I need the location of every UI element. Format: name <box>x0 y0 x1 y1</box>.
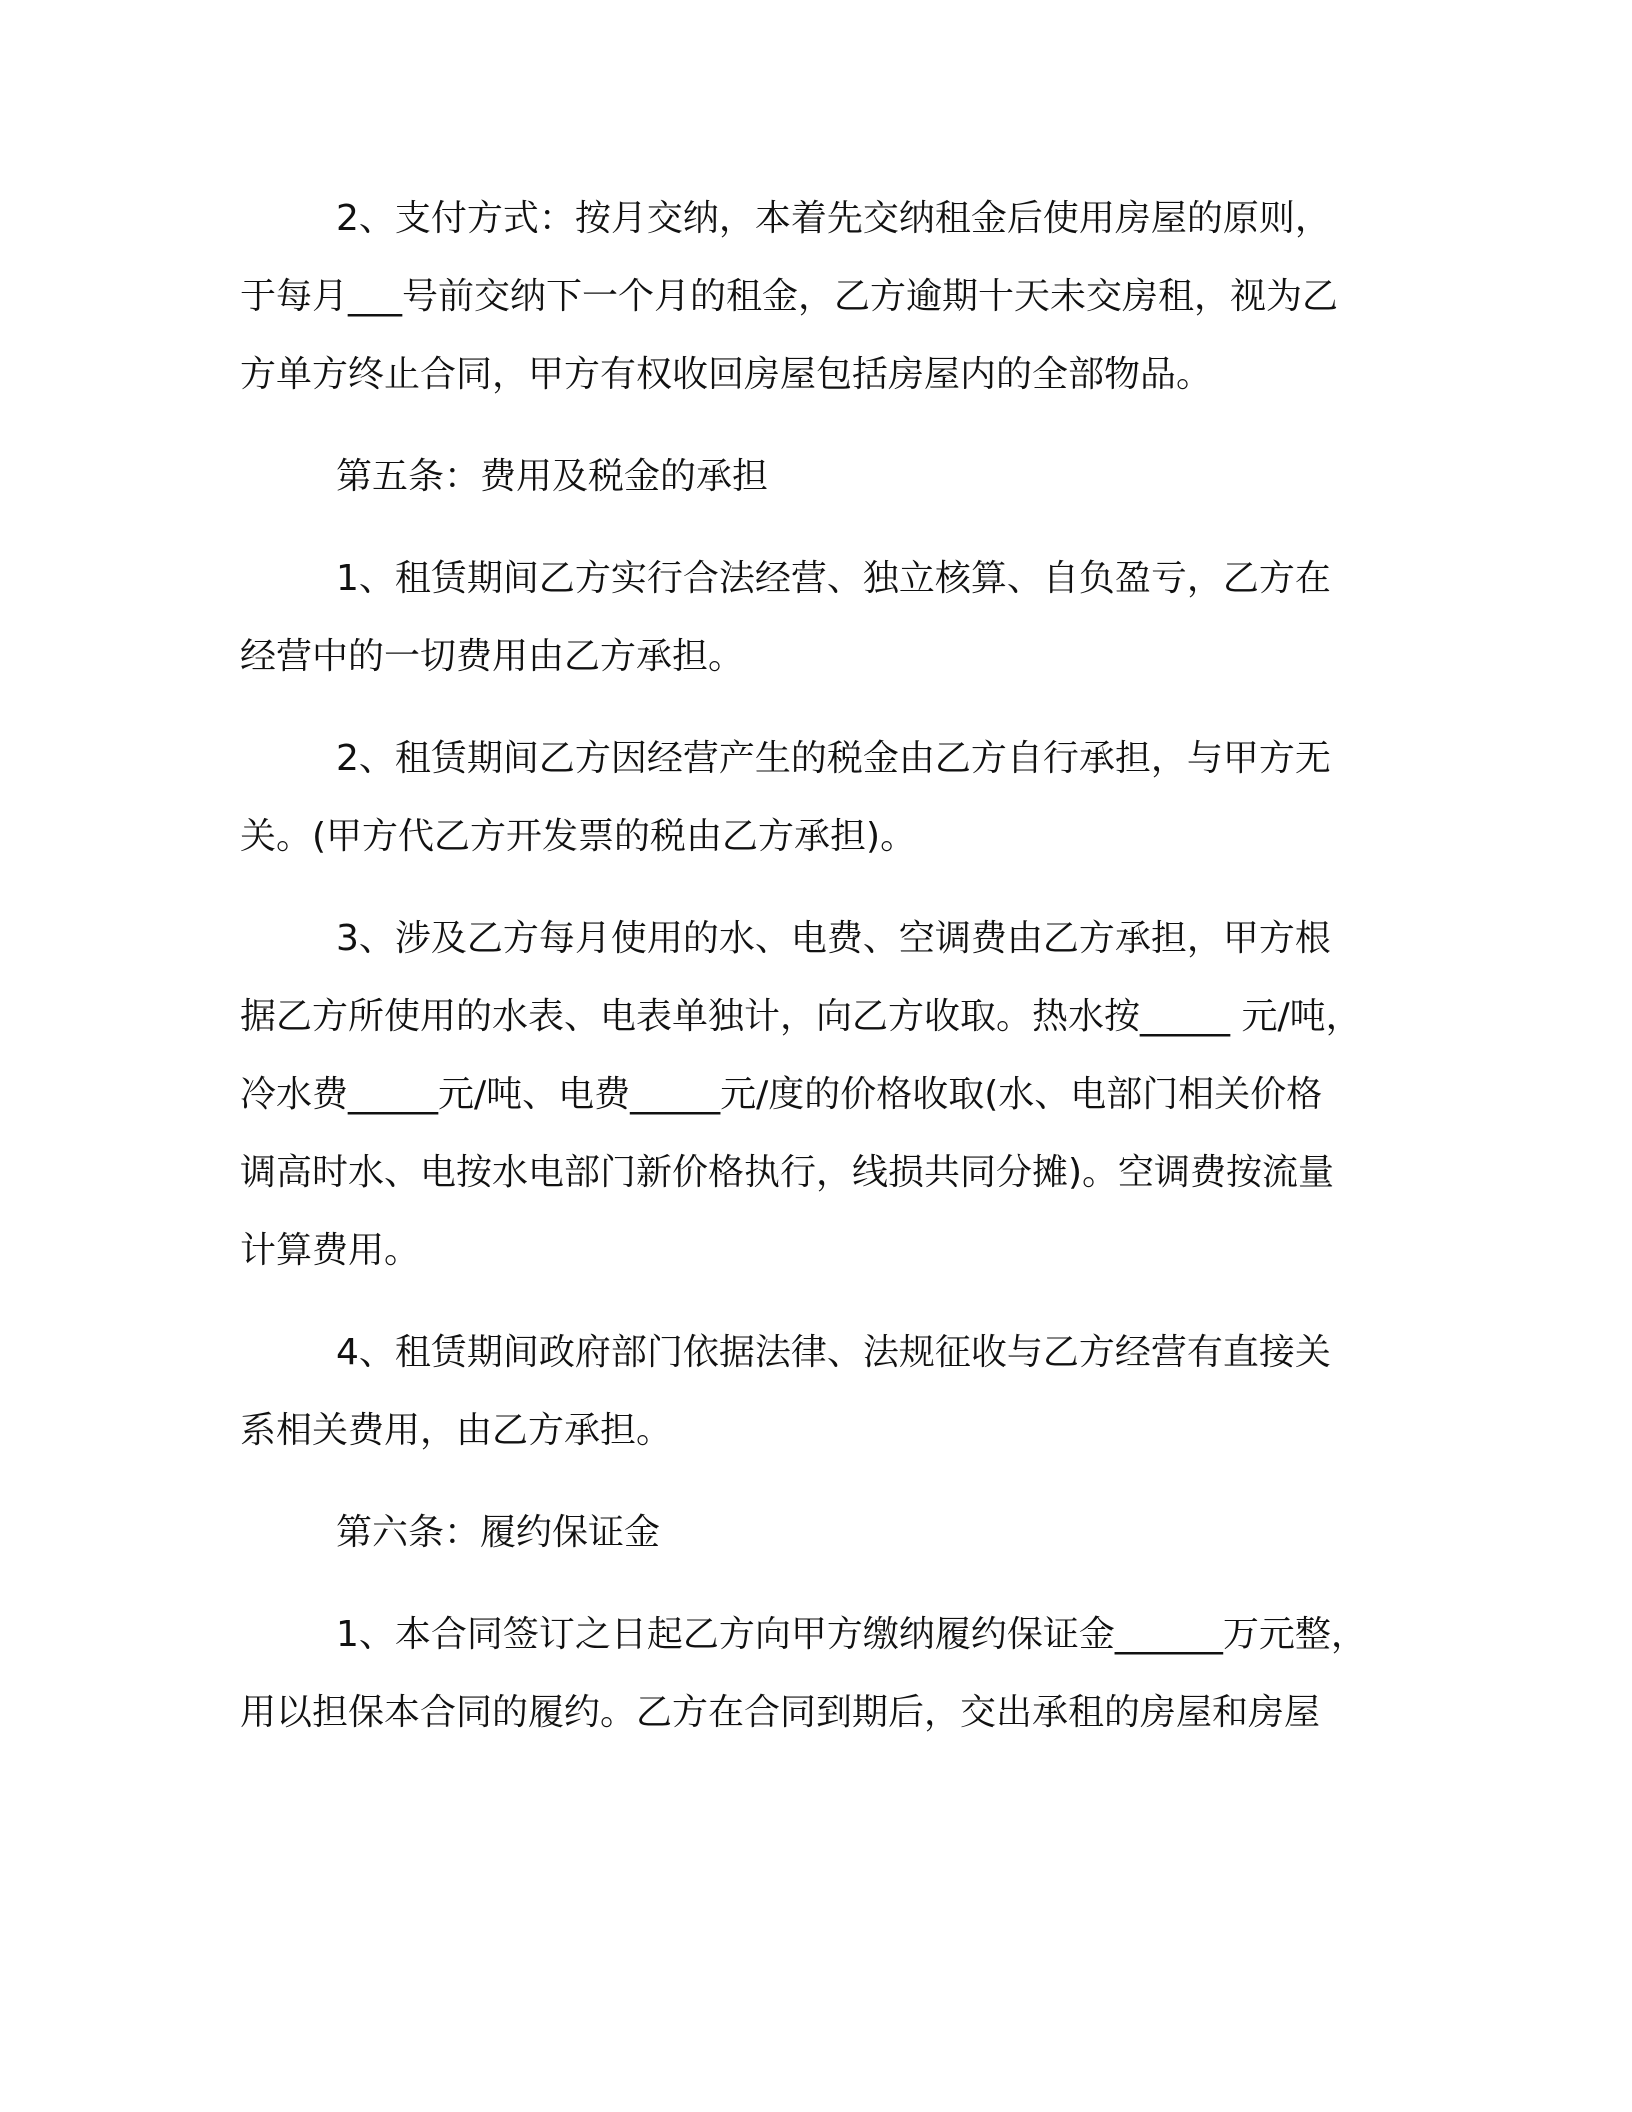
text-line: 用以担保本合同的履约。乙方在合同到期后，交出承租的房屋和房屋 <box>240 1692 1321 1733</box>
text-line: 第五条：费用及税金的承担 <box>336 456 769 497</box>
text-line: 经营中的一切费用由乙方承担。 <box>240 636 745 677</box>
text-line: 2、租赁期间乙方因经营产生的税金由乙方自行承担，与甲方无 <box>336 738 1331 779</box>
heading-article-five <box>240 438 1400 516</box>
document-body <box>240 180 1400 1776</box>
text-line: 第六条：履约保证金 <box>336 1512 661 1553</box>
text-line: 于每月___号前交纳下一个月的租金，乙方逾期十天未交房租，视为乙 <box>240 276 1339 317</box>
text-line: 3、涉及乙方每月使用的水、电费、空调费由乙方承担，甲方根 <box>336 918 1331 959</box>
text-line: 调高时水、电按水电部门新价格执行，线损共同分摊)。空调费按流量 <box>240 1152 1335 1193</box>
text-line: 方单方终止合同，甲方有权收回房屋包括房屋内的全部物品。 <box>240 354 1213 395</box>
paragraph-article-five-item-3 <box>240 900 1400 1290</box>
text-line: 系相关费用，由乙方承担。 <box>240 1410 673 1451</box>
heading-article-six <box>240 1494 1400 1572</box>
text-line: 关。(甲方代乙方开发票的税由乙方承担)。 <box>240 816 917 857</box>
text-line: 1、本合同签订之日起乙方向甲方缴纳履约保证金______万元整， <box>336 1614 1367 1655</box>
text-line: 4、租赁期间政府部门依据法律、法规征收与乙方经营有直接关 <box>336 1332 1331 1373</box>
text-line: 计算费用。 <box>240 1230 421 1271</box>
text-line: 1、租赁期间乙方实行合法经营、独立核算、自负盈亏，乙方在 <box>336 558 1331 599</box>
paragraph-article-six-item-1 <box>240 1596 1400 1752</box>
paragraph-article-five-item-1 <box>240 540 1400 696</box>
paragraph-payment-method <box>240 180 1400 414</box>
paragraph-article-five-item-4 <box>240 1314 1400 1470</box>
text-line: 冷水费_____元/吨、电费_____元/度的价格收取(水、电部门相关价格 <box>240 1074 1323 1115</box>
paragraph-article-five-item-2 <box>240 720 1400 876</box>
text-line: 据乙方所使用的水表、电表单独计，向乙方收取。热水按_____ 元/吨， <box>240 996 1362 1037</box>
text-line: 2、支付方式：按月交纳，本着先交纳租金后使用房屋的原则， <box>336 198 1331 239</box>
